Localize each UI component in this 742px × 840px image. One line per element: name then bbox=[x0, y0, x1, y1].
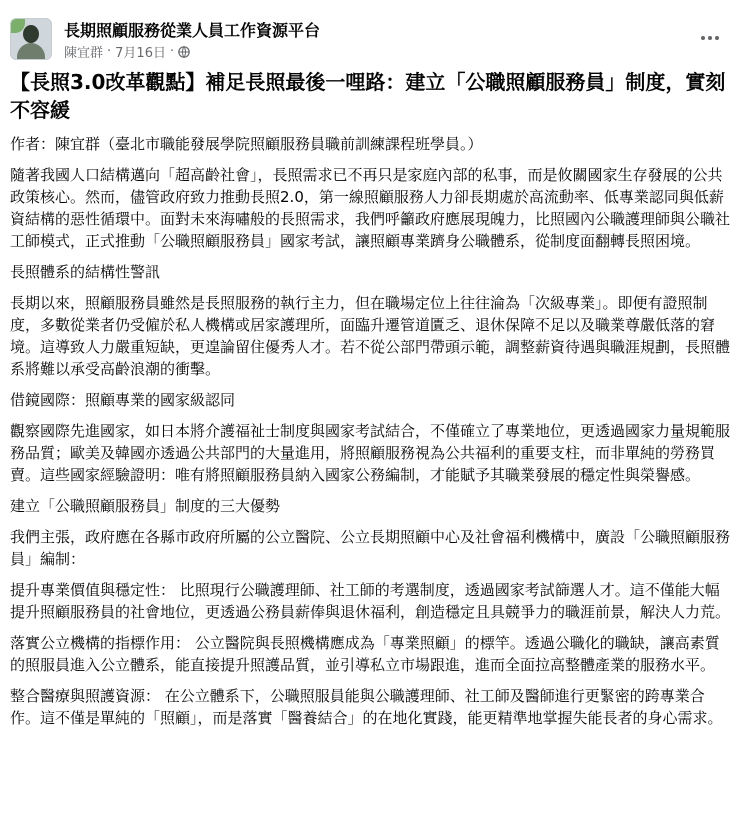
advantage-item-1: 提升專業價值與穩定性： 比照現行公職護理師、社工師的考選制度，透過國家考試篩選人才。這不僅能大幅提升照顧服務員的社會地位，更透過公務員薪俸與退休福利，創造穩定且具競爭力的職涯前景，解決人力荒。 bbox=[10, 581, 731, 621]
intro-paragraph: 隨著我國人口結構邁向「超高齡社會」，長照需求已不再只是家庭內部的私事，而是攸關國家生存發展的公共政策核心。然而，儘管政府致力推動長照2.0，第一線照顧服務人力卻長期處於高流動率、低專業認同與低薪資結構的惡性循環中。面對未來海嘯般的長照需求，我們呼籲政府應展現魄力，比照國內公職護理師與公職社工師模式，正式推動「公職照顧服務員」國家考試，讓照顧專業躋身公職體系，從制度面翻轉長照困境。 bbox=[10, 166, 731, 250]
more-dot-icon bbox=[701, 36, 705, 40]
author-line: 作者：陳宜群（臺北市職能發展學院照顧服務員職前訓練課程班學員。） bbox=[10, 135, 483, 153]
globe-icon bbox=[178, 46, 190, 58]
article-title: 【長照3.0改革觀點】補足長照最後一哩路：建立「公職照顧服務員」制度，實刻不容緩 bbox=[10, 70, 726, 122]
warning-paragraph: 長期以來，照顧服務員雖然是長照服務的執行主力，但在職場定位上往往淪為「次級專業」。即便有證照制度，多數從業者仍受僱於私人機構或居家護理所，面臨升遷管道匱乏、退休保障不足以及職業尊嚴低落的窘境。這導致人力嚴重短缺，更遑論留住優秀人才。若不從公部門帶頭示範，調整薪資待遇與職涯規劃，長照體系將難以承受高齡浪潮的衝擊。 bbox=[10, 294, 731, 378]
meta-separator-2: · bbox=[169, 44, 175, 59]
advantage-item-3: 整合醫療與照護資源： 在公立體系下，公職照服員能與公職護理師、社工師及醫師進行更緊密的跨專業合作。這不僅是單純的「照顧」，而是落實「醫養結合」的在地化實踐，能更精準地掌握失能長者的身心需求。 bbox=[10, 687, 723, 727]
post-header bbox=[10, 14, 732, 62]
section-heading-warning: 長照體系的結構性警訊 bbox=[10, 263, 161, 281]
page-name-link[interactable]: 長期照顧服務從業人員工作資源平台 bbox=[64, 21, 321, 40]
avatar-person-body bbox=[17, 43, 45, 60]
more-dot-icon bbox=[708, 36, 712, 40]
more-options-button[interactable] bbox=[696, 28, 724, 48]
post-body bbox=[10, 68, 730, 738]
post-meta bbox=[64, 42, 190, 61]
international-paragraph: 觀察國際先進國家，如日本將介護福祉士制度與國家考試結合，不僅確立了專業地位，更透過國家力量規範服務品質；歐美及韓國亦透過公共部門的大量進用，將照顧服務視為公共福利的重要支柱，而非單純的勞務買賣。這些國家經驗證明：唯有將照顧服務員納入國家公務編制，才能賦予其職業發展的穩定性與榮譽感。 bbox=[10, 422, 731, 484]
page-avatar[interactable] bbox=[10, 18, 52, 60]
more-dot-icon bbox=[715, 36, 719, 40]
post-date-link[interactable]: 7月16日 bbox=[115, 46, 166, 61]
advantage-item-2: 落實公立機構的指標作用： 公立醫院與長照機構應成為「專業照顧」的標竿。透過公職化的職缺，讓高素質的照服員進入公立體系，能直接提升照護品質，並引導私立市場跟進，進而全面拉高整體產業的服務水平。 bbox=[10, 634, 720, 674]
meta-separator: · bbox=[107, 44, 112, 59]
author-name-link[interactable]: 陳宜群 bbox=[64, 46, 104, 61]
section-heading-advantages: 建立「公職照顧服務員」制度的三大優勢 bbox=[10, 497, 281, 515]
section-heading-international: 借鏡國際：照顧專業的國家級認同 bbox=[10, 391, 236, 409]
proposal-paragraph: 我們主張，政府應在各縣市政府所屬的公立醫院、公立長期照顧中心及社會福利機構中，廣設「公職照顧服務員」編制： bbox=[10, 528, 731, 568]
avatar-person-head bbox=[23, 25, 39, 43]
